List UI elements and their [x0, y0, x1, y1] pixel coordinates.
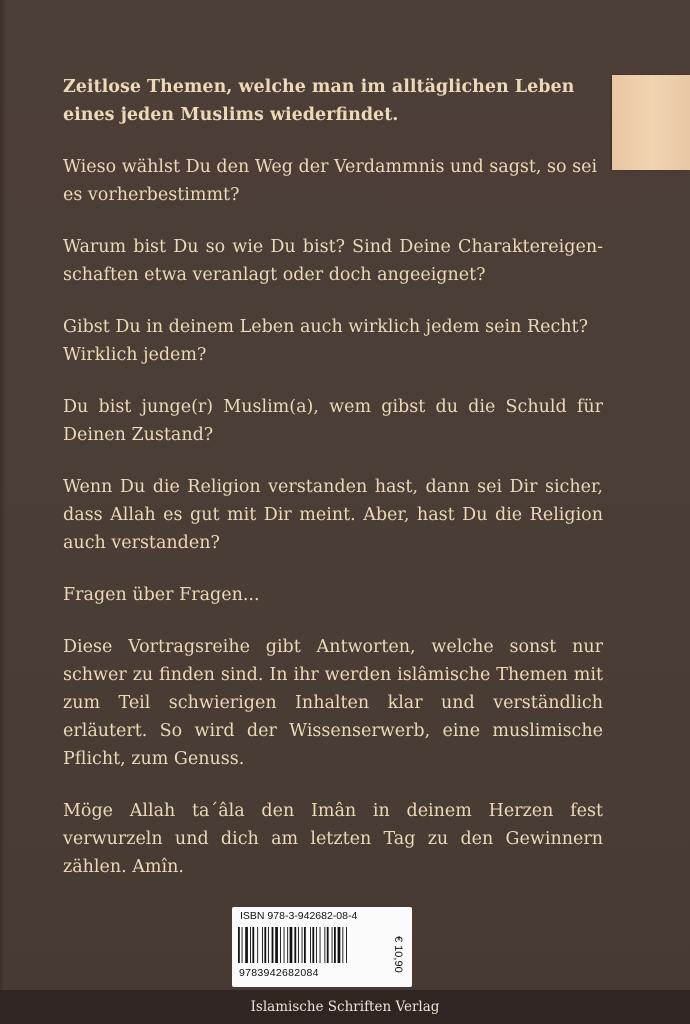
- barcode-bar: [324, 927, 325, 963]
- barcode-bar: [250, 927, 251, 963]
- barcode-bar: [245, 927, 248, 963]
- lead-paragraph: Zeitlose Themen, welche man im alltäglichen Leben eines jeden Muslims wiederfindet.: [63, 77, 575, 125]
- barcode-bar: [242, 927, 243, 963]
- barcode-bar: [238, 927, 240, 963]
- isbn-label: ISBN 978-3-942682-08-4: [240, 910, 358, 922]
- barcode-bars: [237, 927, 385, 963]
- barcode-bar: [280, 927, 281, 963]
- barcode-bar: [304, 927, 306, 963]
- barcode-sticker: [232, 907, 412, 987]
- paragraph: Diese Vortragsreihe gibt Antworten, welche sonst nur schwer zu finden sind. In ihr werden islâmische Themen mit zum Teil schwierigen Inhalten klar und verständlich erläutert. So wird der Wissenserwerb, eine muslimische Pflicht, zum Genuss.: [63, 637, 603, 769]
- barcode-bar: [298, 927, 299, 963]
- barcode-bar: [262, 927, 263, 963]
- barcode-bar: [272, 927, 274, 963]
- barcode-bar: [320, 927, 321, 963]
- paragraph: Warum bist Du so wie Du bist? Sind Deine Charaktereigen-schaften etwa veranlagt oder doch angeeignet?: [63, 237, 603, 285]
- barcode-bar: [287, 927, 288, 963]
- paragraph: Fragen über Fragen...: [63, 585, 260, 605]
- barcode-bar: [264, 927, 266, 963]
- barcode-bar: [257, 927, 258, 963]
- spine-edge: [0, 0, 6, 990]
- barcode-bar: [302, 927, 303, 963]
- barcode-bar: [268, 927, 269, 963]
- barcode-digits: 9783942682084: [239, 967, 319, 979]
- barcode-bar: [327, 927, 329, 963]
- barcode-bar: [334, 927, 336, 963]
- paragraph: Wenn Du die Religion verstanden hast, dann sei Dir sicher, dass Allah es gut mit Dir meint. Aber, hast Du die Religion auch verstanden?: [63, 477, 603, 553]
- price-label: € 10,90: [392, 935, 404, 973]
- barcode-bar: [310, 927, 311, 963]
- paragraph: Möge Allah ta´âla den Imân in deinem Herzen fest verwurzeln und dich am letzten Tag zu den Gewinnern zählen. Amîn.: [63, 801, 603, 877]
- barcode-bar: [284, 927, 285, 963]
- barcode-bar: [275, 927, 278, 963]
- barcode-bar: [316, 927, 317, 963]
- paragraph: Du bist junge(r) Muslim(a), wem gibst du die Schuld für Deinen Zustand?: [63, 397, 603, 445]
- barcode-bar: [312, 927, 314, 963]
- barcode-bar: [332, 927, 333, 963]
- barcode-bar: [290, 927, 293, 963]
- barcode-bar: [252, 927, 254, 963]
- barcode-bar: [346, 927, 347, 963]
- paragraph: Wieso wählst Du den Weg der Verdammnis und sagst, so sei es vorherbestimmt?: [63, 157, 598, 205]
- paragraph: Gibst Du in deinem Leben auch wirklich jedem sein Recht? Wirklich jedem?: [63, 317, 588, 365]
- barcode-bar: [338, 927, 341, 963]
- blurb-text: [63, 73, 603, 905]
- barcode-bar: [342, 927, 343, 963]
- footer-band: [0, 990, 690, 1024]
- barcode-bar: [294, 927, 296, 963]
- bookmark-tab: [612, 75, 690, 170]
- publisher-name: Islamische Schriften Verlag: [250, 999, 440, 1015]
